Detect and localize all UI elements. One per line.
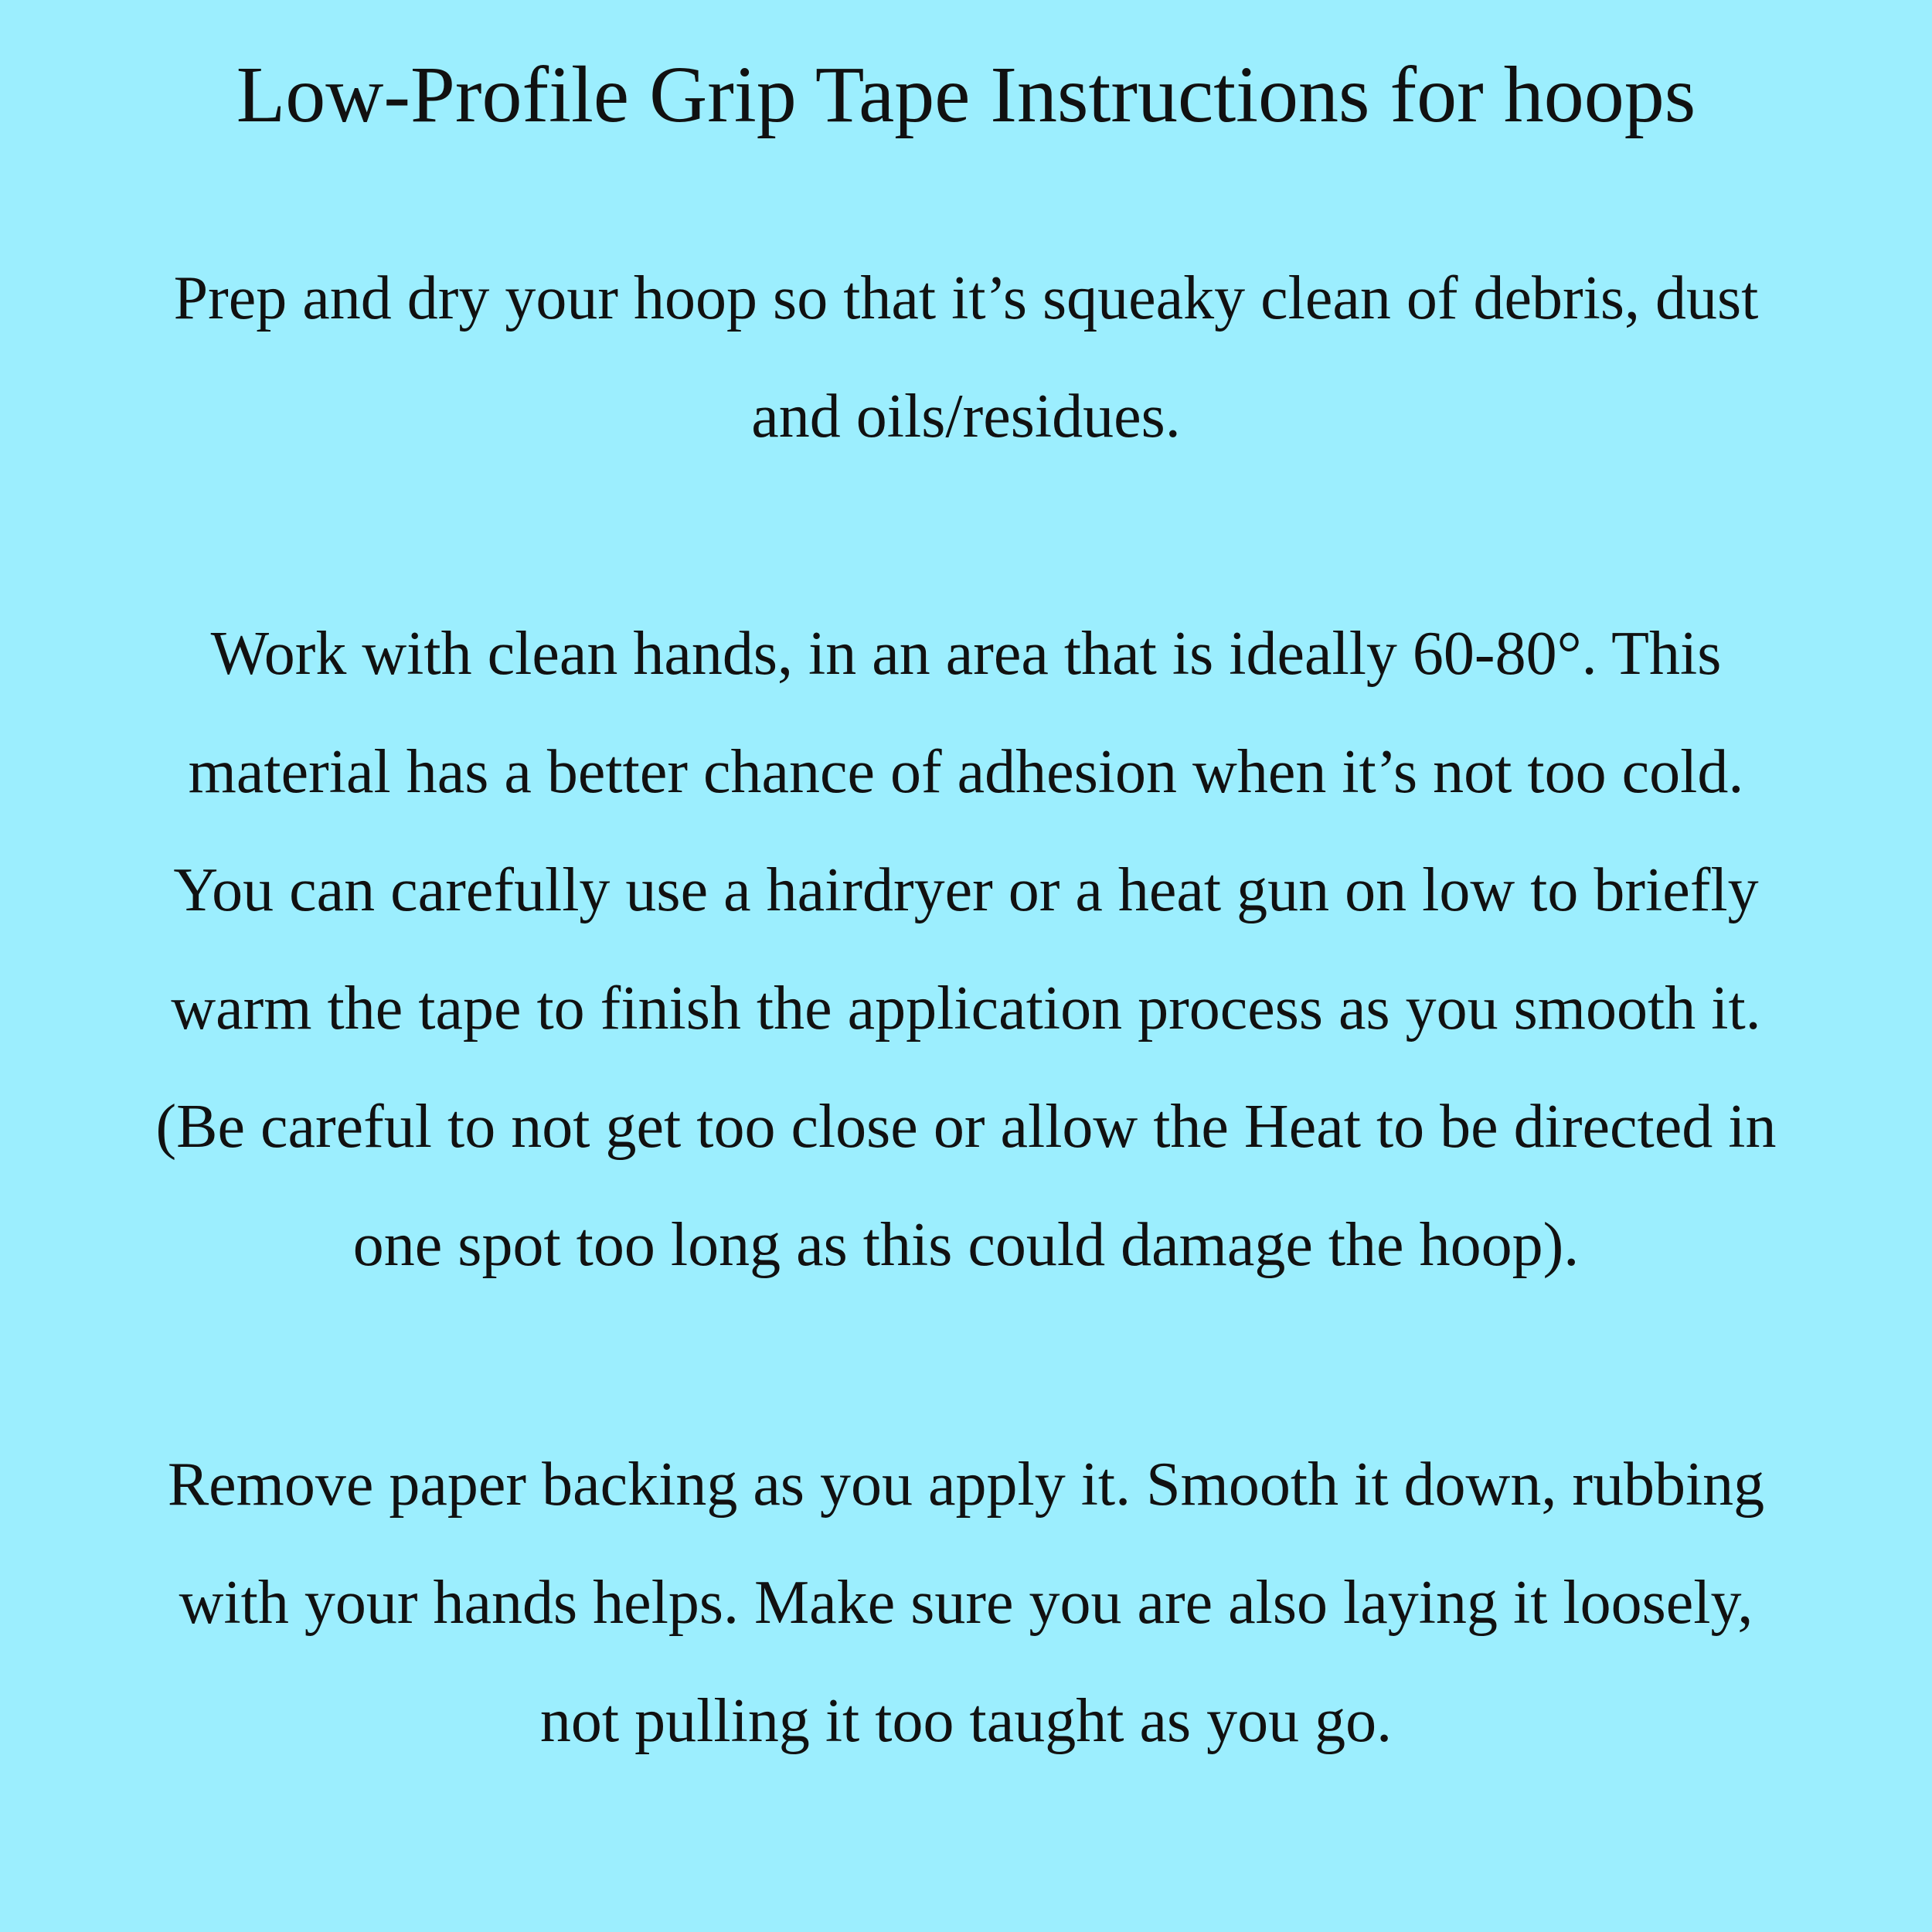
paragraph-line: Remove paper backing as you apply it. Smooth it down, rubbing <box>167 1451 1765 1519</box>
paragraph-application <box>0 1426 1932 1781</box>
paragraph-line: with your hands helps. Make sure you are also laying it loosely, <box>179 1569 1753 1637</box>
paragraph-conditions <box>0 595 1932 1304</box>
paragraph-line: warm the tape to finish the application process as you smooth it. <box>171 975 1761 1043</box>
paragraph-line: not pulling it too taught as you go. <box>539 1687 1393 1755</box>
paragraph-line: Prep and dry your hoop so that it’s squeaky clean of debris, dust <box>173 264 1759 332</box>
paragraph-line: material has a better chance of adhesion when it’s not too cold. <box>188 738 1744 806</box>
paragraph-line: and oils/residues. <box>751 383 1181 451</box>
paragraph-prep <box>0 240 1932 476</box>
paragraph-line: (Be careful to not get too close or allow the Heat to be directed in <box>155 1093 1777 1161</box>
paragraph-line: Work with clean hands, in an area that is ideally 60-80°. This <box>210 620 1722 688</box>
page-title: Low-Profile Grip Tape Instructions for hoops <box>236 50 1696 139</box>
paragraph-line: one spot too long as this could damage the hoop). <box>352 1211 1580 1279</box>
paragraph-line: You can carefully use a hairdryer or a heat gun on low to briefly <box>173 856 1759 924</box>
